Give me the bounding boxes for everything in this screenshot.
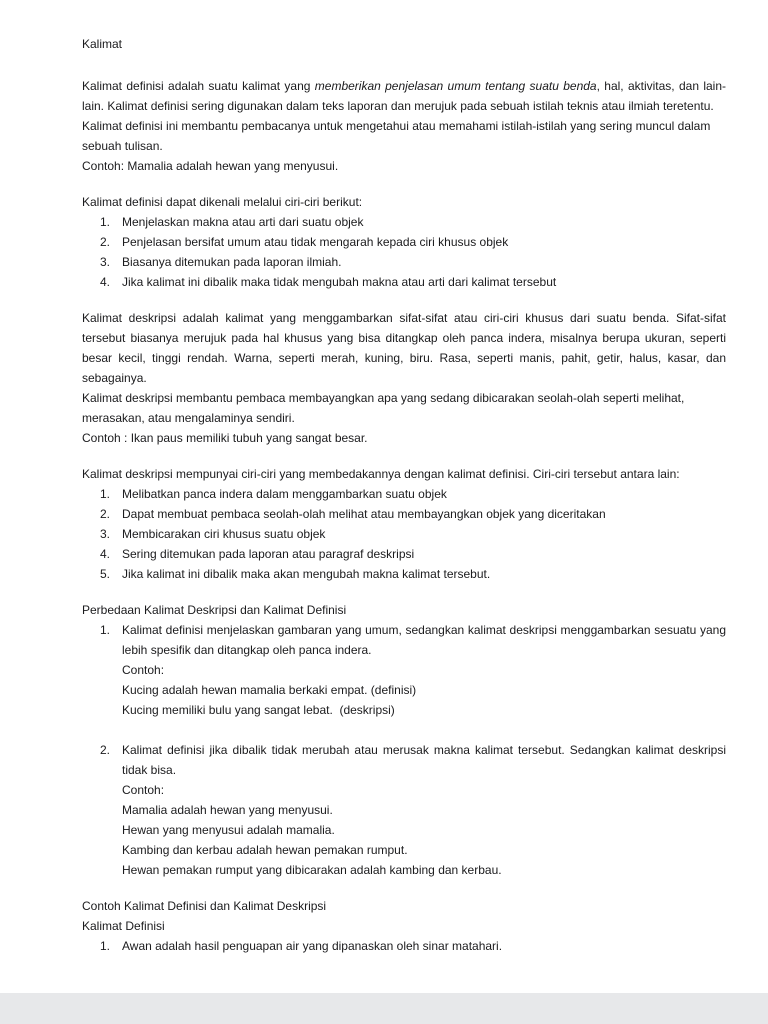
text-run: Kalimat definisi adalah suatu kalimat yang [82, 79, 315, 93]
difference-item-body [122, 620, 726, 720]
list-item-text: Awan adalah hasil penguapan air yang dipanaskan oleh sinar matahari. [122, 939, 503, 953]
list-item-text: Sering ditemukan pada laporan atau paragraf deskripsi [122, 547, 415, 561]
example-line: Mamalia adalah hewan yang menyusui. [122, 803, 333, 817]
text-run-italic: memberikan penjelasan umum tentang suatu benda [314, 79, 597, 93]
list-item [82, 272, 726, 292]
contoh-definisi-line: Contoh: Mamalia adalah hewan yang menyusui. [82, 159, 339, 173]
example-line: Kucing memiliki bulu yang sangat lebat. (deskripsi) [122, 703, 395, 717]
contoh-section-subheading: Kalimat Definisi [82, 919, 165, 933]
difference-item-text: Kalimat definisi jika dibalik tidak merubah atau merusak makna kalimat tersebut. Sedangkan kalimat deskripsi tidak bisa. [122, 743, 726, 777]
list-item-number: 1. [100, 215, 111, 229]
list-item [82, 544, 726, 564]
ciri-definisi-intro: Kalimat definisi dapat dikenali melalui ciri-ciri berikut: [82, 195, 363, 209]
list-item-number: 2. [100, 743, 111, 757]
list-item-number: 4. [100, 547, 111, 561]
list-item-text: Melibatkan panca indera dalam menggambarkan suatu objek [122, 487, 447, 501]
list-item-text: Menjelaskan makna atau arti dari suatu objek [122, 215, 364, 229]
contoh-section-heading: Contoh Kalimat Definisi dan Kalimat Deskripsi [82, 899, 327, 913]
list-item-number: 1. [100, 939, 111, 953]
list-item-text: Jika kalimat ini dibalik maka tidak mengubah makna atau arti dari kalimat tersebut [122, 275, 557, 289]
list-item-text: Dapat membuat pembaca seolah-olah melihat atau membayangkan objek yang diceritakan [122, 507, 606, 521]
contoh-label: Contoh: [122, 663, 165, 677]
list-item-number: 2. [100, 235, 111, 249]
list-item [82, 232, 726, 252]
document-title: Kalimat [82, 37, 123, 51]
list-item-number: 4. [100, 275, 111, 289]
example-line: Hewan yang menyusui adalah mamalia. [122, 823, 335, 837]
list-item [82, 564, 726, 584]
list-item [82, 504, 726, 524]
perbedaan-list [82, 620, 726, 880]
list-item-number: 2. [100, 507, 111, 521]
list-item [82, 524, 726, 544]
list-item [82, 484, 726, 504]
contoh-label: Contoh: [122, 783, 165, 797]
example-line: Kucing adalah hewan mamalia berkaki empat. (definisi) [122, 683, 417, 697]
difference-item [82, 620, 726, 720]
list-item-text: Membicarakan ciri khusus suatu objek [122, 527, 326, 541]
paragraph-definisi-membantu: Kalimat definisi ini membantu pembacanya untuk mengetahui atau memahami istilah-istilah yang sering muncul dalam sebuah tulisan. [82, 119, 711, 153]
list-item-number: 1. [100, 623, 111, 637]
list-item-number: 5. [100, 567, 111, 581]
example-line: Hewan pemakan rumput yang dibicarakan adalah kambing dan kerbau. [122, 863, 502, 877]
paragraph-kalimat-deskripsi: Kalimat deskripsi adalah kalimat yang menggambarkan sifat-sifat atau ciri-ciri khusus dari suatu benda. Sifat-sifat tersebut biasanya merujuk pada hal khusus yang bisa ditangkap oleh panca indera, misalnya berupa ukuran, seperti besar kecil, tinggi rendah. Warna, seperti merah, kuning, biru. Rasa, seperti manis, pahit, getir, halus, kasar, dan sebagainya. [82, 311, 726, 385]
list-item-text: Jika kalimat ini dibalik maka akan mengubah makna kalimat tersebut. [122, 567, 491, 581]
ciri-deskripsi-intro: Kalimat deskripsi mempunyai ciri-ciri yang membedakannya dengan kalimat definisi. Ciri-ciri tersebut antara lain: [82, 467, 680, 481]
list-item-number: 3. [100, 527, 111, 541]
list-item [82, 936, 726, 956]
contoh-definisi-list [82, 936, 726, 956]
list-item-text: Biasanya ditemukan pada laporan ilmiah. [122, 255, 342, 269]
list-item-text: Penjelasan bersifat umum atau tidak mengarah kepada ciri khusus objek [122, 235, 509, 249]
perbedaan-heading: Perbedaan Kalimat Deskripsi dan Kalimat Definisi [82, 603, 347, 617]
list-item-number: 1. [100, 487, 111, 501]
list-item [82, 252, 726, 272]
list-item [82, 212, 726, 232]
list-item-number: 3. [100, 255, 111, 269]
ciri-deskripsi-list [82, 484, 726, 584]
ciri-definisi-list [82, 212, 726, 292]
paragraph-kalimat-definisi [82, 76, 726, 116]
difference-item [82, 740, 726, 880]
paragraph-deskripsi-membantu: Kalimat deskripsi membantu pembaca membayangkan apa yang sedang dibicarakan seolah-olah seperti melihat, merasakan, atau mengalaminya sendiri. [82, 391, 685, 425]
text-run: , hal, aktivitas, dan lain-lain. Kalimat definisi sering digunakan dalam teks laporan dan merujuk pada sebuah istilah teknis atau ilmiah teretentu. [82, 79, 726, 113]
contoh-deskripsi-line: Contoh : Ikan paus memiliki tubuh yang sangat besar. [82, 431, 368, 445]
example-line: Kambing dan kerbau adalah hewan pemakan rumput. [122, 843, 408, 857]
difference-item-body [122, 740, 726, 880]
difference-item-text: Kalimat definisi menjelaskan gambaran yang umum, sedangkan kalimat deskripsi menggambarkan sesuatu yang lebih spesifik dan ditangkap oleh panca indera. [122, 623, 726, 657]
